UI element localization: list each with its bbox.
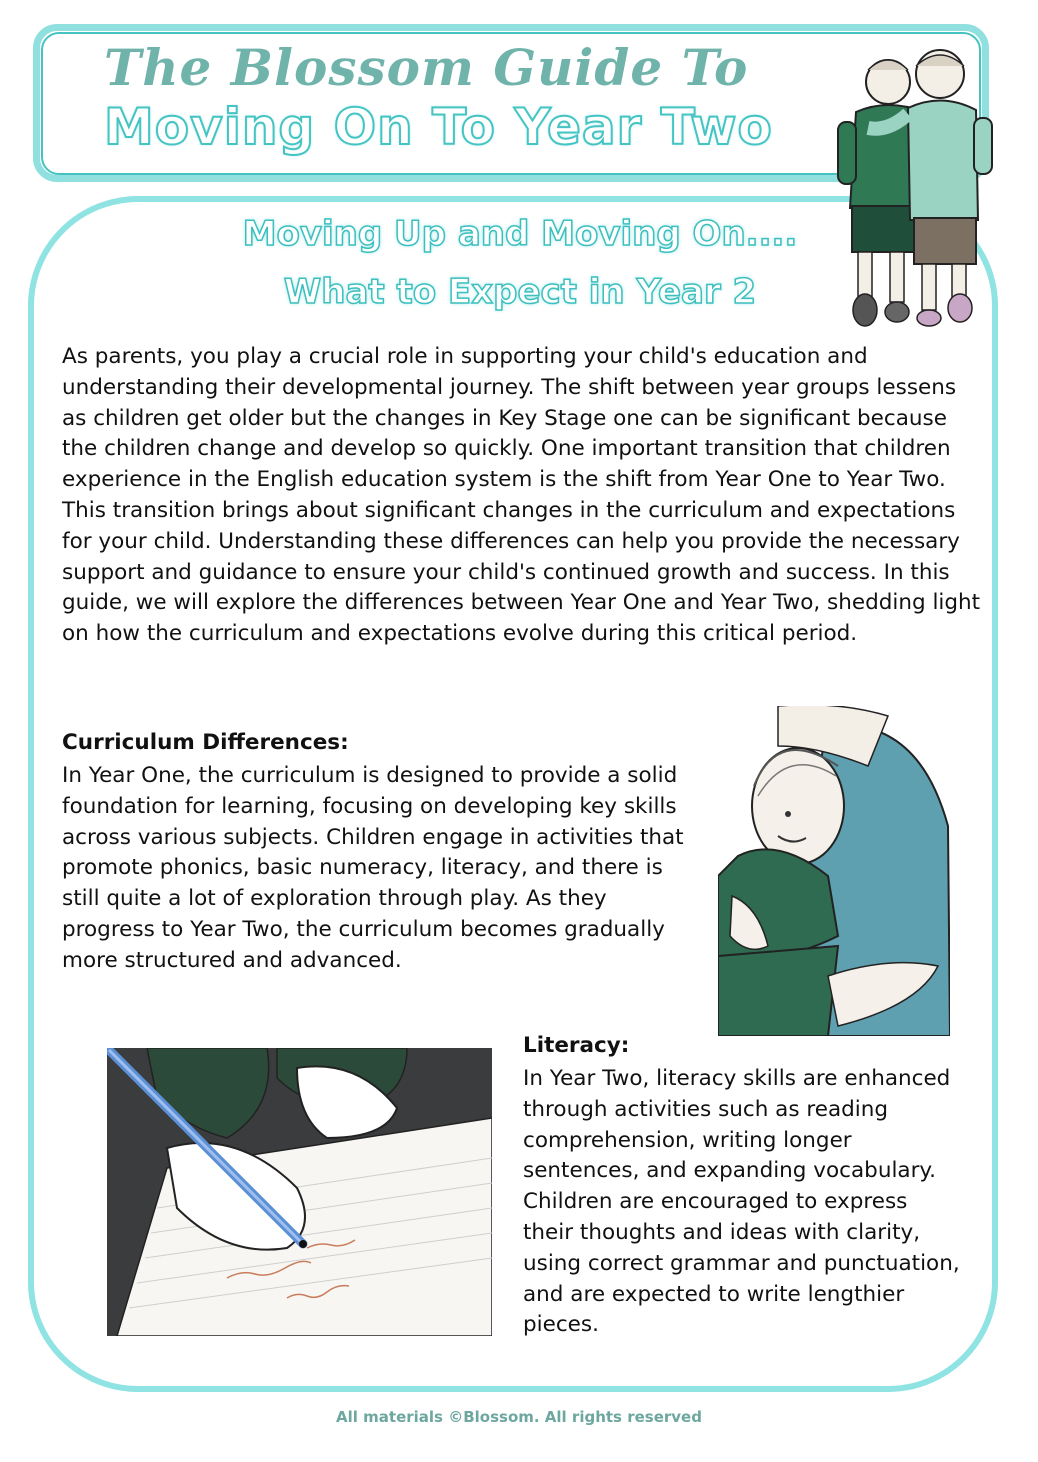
hug-illustration <box>718 706 950 1036</box>
subtitle-line-1: Moving Up and Moving On.... <box>242 214 798 254</box>
intro-paragraph: As parents, you play a crucial role in supporting your child's education and understanding their developmental journey. The shift between year groups lessens as children get older but the changes in Key Stage one can be significant because the children change and develop so quickly. One important transition that children experience in the English education system is the shift from Year One to Year Two. This transition brings about significant changes in the curriculum and expectations for your child. Understanding these differences can help you provide the necessary support and guidance to ensure your child's continued growth and success. In this guide, we will explore the differences between Year One and Year Two, shedding light on how the curriculum and expectations evolve during this critical period. <box>62 344 981 647</box>
copyright-footer: All materials ©Blossom. All rights reserved <box>336 1408 702 1426</box>
writing-hand-illustration <box>107 1048 492 1336</box>
title-line-1: The Blossom Guide To <box>104 38 749 97</box>
literacy-heading: Literacy: <box>523 1033 630 1058</box>
title-line-2: Moving On To Year Two <box>104 98 773 156</box>
curriculum-heading: Curriculum Differences: <box>62 730 349 755</box>
literacy-paragraph: In Year Two, literacy skills are enhanced through activities such as reading comprehension, writing longer sentences, and expanding vocabulary. Children are encouraged to express their thoughts and ideas with clarity, using correct grammar and punctuation, and are expected to write lengthier pieces. <box>523 1066 960 1338</box>
curriculum-paragraph: In Year One, the curriculum is designed to provide a solid foundation for learning, focusing on developing key skills across various subjects. Children engage in activities that promote phonics, basic numeracy, literacy, and there is still quite a lot of exploration through play. As they progress to Year Two, the curriculum becomes gradually more structured and advanced. <box>62 763 684 973</box>
subtitle-line-2: What to Expect in Year 2 <box>283 272 757 312</box>
